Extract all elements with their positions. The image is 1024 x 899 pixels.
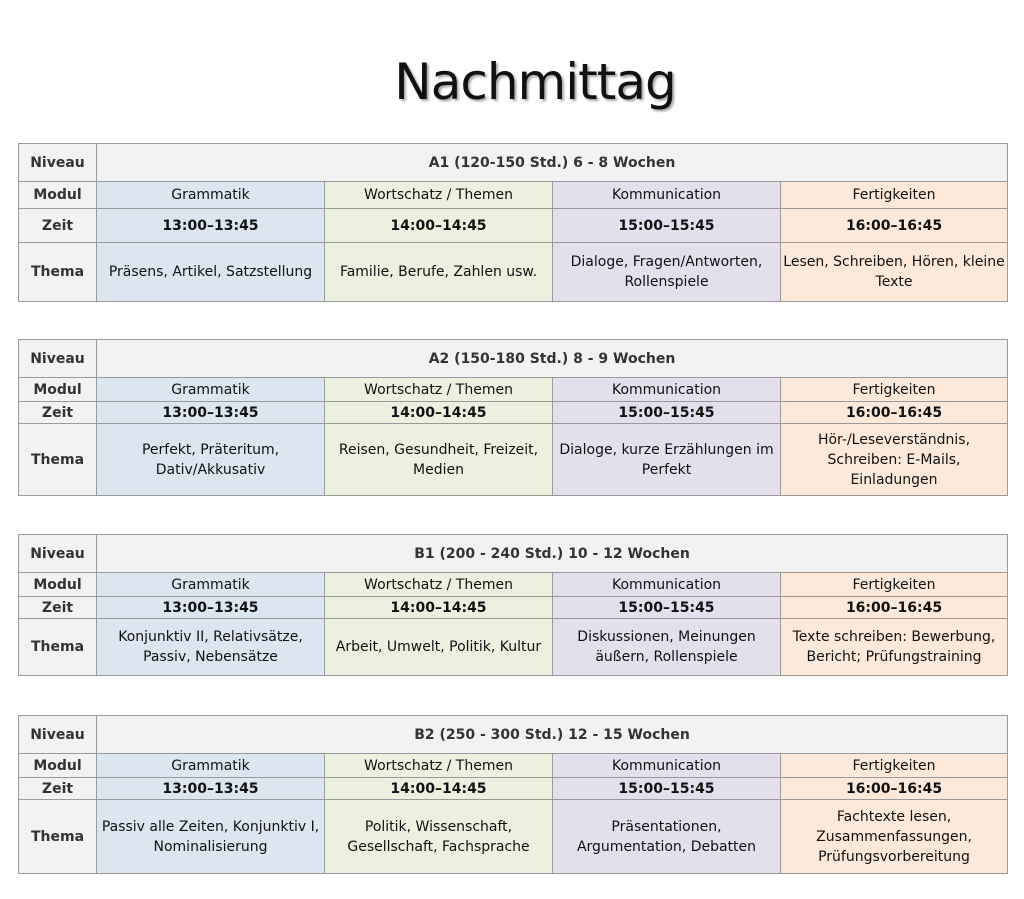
- modul-row: [19, 754, 1008, 778]
- theme-grammatik: Präsens, Artikel, Satzstellung: [97, 243, 325, 302]
- niveau-label: Niveau: [19, 340, 97, 378]
- theme-kommunication: Dialoge, Fragen/Antworten, Rollenspiele: [553, 243, 781, 302]
- module-kommunication: Kommunication: [553, 573, 781, 597]
- niveau-row: [19, 340, 1008, 378]
- thema-row: [19, 619, 1008, 676]
- module-wortschatz: Wortschatz / Themen: [325, 573, 553, 597]
- zeit-row: [19, 209, 1008, 243]
- modul-label: Modul: [19, 573, 97, 597]
- time-wortschatz: 14:00–14:45: [325, 209, 553, 243]
- theme-fertigkeiten: Hör-/Leseverständnis, Schreiben: E-Mails, Einladungen: [781, 424, 1008, 496]
- time-fertigkeiten: 16:00–16:45: [781, 597, 1008, 619]
- module-wortschatz: Wortschatz / Themen: [325, 754, 553, 778]
- niveau-value: A2 (150-180 Std.) 8 - 9 Wochen: [97, 340, 1008, 378]
- time-grammatik: 13:00–13:45: [97, 778, 325, 800]
- theme-grammatik: Passiv alle Zeiten, Konjunktiv I, Nominalisierung: [97, 800, 325, 874]
- time-grammatik: 13:00–13:45: [97, 402, 325, 424]
- zeit-row: [19, 778, 1008, 800]
- zeit-row: [19, 597, 1008, 619]
- level-table-a1: [18, 143, 1008, 302]
- niveau-row: [19, 144, 1008, 182]
- level-table-b1: [18, 534, 1008, 676]
- thema-label: Thema: [19, 424, 97, 496]
- theme-fertigkeiten: Texte schreiben: Bewerbung, Bericht; Prüfungstraining: [781, 619, 1008, 676]
- zeit-label: Zeit: [19, 597, 97, 619]
- module-kommunication: Kommunication: [553, 378, 781, 402]
- module-grammatik: Grammatik: [97, 182, 325, 209]
- module-fertigkeiten: Fertigkeiten: [781, 378, 1008, 402]
- niveau-row: [19, 716, 1008, 754]
- thema-label: Thema: [19, 800, 97, 874]
- module-grammatik: Grammatik: [97, 573, 325, 597]
- time-kommunication: 15:00–15:45: [553, 209, 781, 243]
- niveau-value: B1 (200 - 240 Std.) 10 - 12 Wochen: [97, 535, 1008, 573]
- module-grammatik: Grammatik: [97, 754, 325, 778]
- modul-row: [19, 573, 1008, 597]
- theme-kommunication: Präsentationen, Argumentation, Debatten: [553, 800, 781, 874]
- module-fertigkeiten: Fertigkeiten: [781, 182, 1008, 209]
- theme-wortschatz: Reisen, Gesundheit, Freizeit, Medien: [325, 424, 553, 496]
- thema-row: [19, 243, 1008, 302]
- level-table-a2: [18, 339, 1008, 496]
- module-grammatik: Grammatik: [97, 378, 325, 402]
- modul-label: Modul: [19, 378, 97, 402]
- zeit-label: Zeit: [19, 402, 97, 424]
- time-fertigkeiten: 16:00–16:45: [781, 402, 1008, 424]
- module-kommunication: Kommunication: [553, 182, 781, 209]
- theme-grammatik: Konjunktiv II, Relativsätze, Passiv, Nebensätze: [97, 619, 325, 676]
- time-kommunication: 15:00–15:45: [553, 778, 781, 800]
- thema-label: Thema: [19, 243, 97, 302]
- time-wortschatz: 14:00–14:45: [325, 778, 553, 800]
- theme-fertigkeiten: Fachtexte lesen, Zusammenfassungen, Prüfungsvorbereitung: [781, 800, 1008, 874]
- module-fertigkeiten: Fertigkeiten: [781, 573, 1008, 597]
- niveau-value: A1 (120-150 Std.) 6 - 8 Wochen: [97, 144, 1008, 182]
- level-table-b2: [18, 715, 1008, 874]
- zeit-label: Zeit: [19, 209, 97, 243]
- theme-kommunication: Dialoge, kurze Erzählungen im Perfekt: [553, 424, 781, 496]
- module-wortschatz: Wortschatz / Themen: [325, 182, 553, 209]
- theme-wortschatz: Arbeit, Umwelt, Politik, Kultur: [325, 619, 553, 676]
- theme-wortschatz: Familie, Berufe, Zahlen usw.: [325, 243, 553, 302]
- thema-row: [19, 424, 1008, 496]
- module-wortschatz: Wortschatz / Themen: [325, 378, 553, 402]
- niveau-value: B2 (250 - 300 Std.) 12 - 15 Wochen: [97, 716, 1008, 754]
- theme-wortschatz: Politik, Wissenschaft, Gesellschaft, Fachsprache: [325, 800, 553, 874]
- modul-label: Modul: [19, 182, 97, 209]
- time-fertigkeiten: 16:00–16:45: [781, 778, 1008, 800]
- niveau-label: Niveau: [19, 716, 97, 754]
- zeit-row: [19, 402, 1008, 424]
- time-wortschatz: 14:00–14:45: [325, 597, 553, 619]
- module-fertigkeiten: Fertigkeiten: [781, 754, 1008, 778]
- theme-kommunication: Diskussionen, Meinungen äußern, Rollenspiele: [553, 619, 781, 676]
- theme-fertigkeiten: Lesen, Schreiben, Hören, kleine Texte: [781, 243, 1008, 302]
- niveau-label: Niveau: [19, 535, 97, 573]
- module-kommunication: Kommunication: [553, 754, 781, 778]
- modul-row: [19, 378, 1008, 402]
- thema-label: Thema: [19, 619, 97, 676]
- niveau-row: [19, 535, 1008, 573]
- time-fertigkeiten: 16:00–16:45: [781, 209, 1008, 243]
- zeit-label: Zeit: [19, 778, 97, 800]
- time-wortschatz: 14:00–14:45: [325, 402, 553, 424]
- theme-grammatik: Perfekt, Präteritum, Dativ/Akkusativ: [97, 424, 325, 496]
- thema-row: [19, 800, 1008, 874]
- modul-label: Modul: [19, 754, 97, 778]
- time-kommunication: 15:00–15:45: [553, 402, 781, 424]
- time-grammatik: 13:00–13:45: [97, 597, 325, 619]
- page-title: Nachmittag: [394, 53, 676, 111]
- niveau-label: Niveau: [19, 144, 97, 182]
- time-kommunication: 15:00–15:45: [553, 597, 781, 619]
- time-grammatik: 13:00–13:45: [97, 209, 325, 243]
- modul-row: [19, 182, 1008, 209]
